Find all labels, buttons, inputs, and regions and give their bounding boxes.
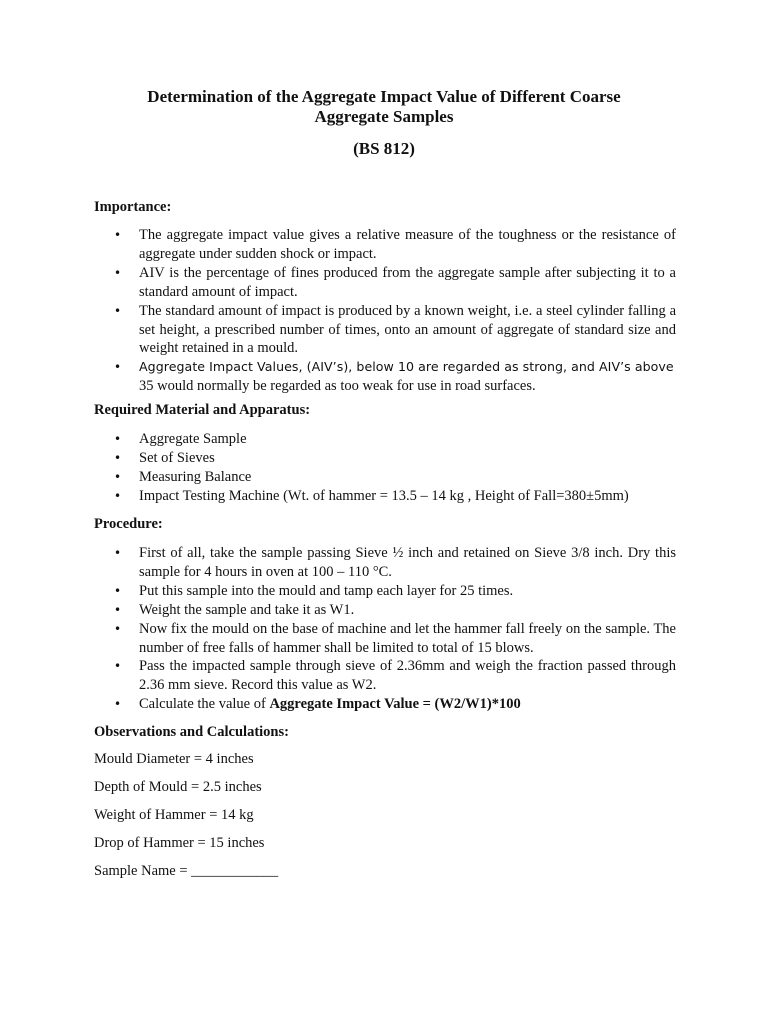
calc-prefix: Calculate the value of (139, 696, 270, 713)
list-item: • Impact Testing Machine (Wt. of hammer = 13.5 – 14 kg , Height of Fall=380±5mm) (94, 487, 676, 506)
document-title (93, 87, 675, 127)
list-item: • AIV is the percentage of fines produced from the aggregate sample after subjecting it to a standard amount of impact. (94, 264, 676, 302)
list-item (94, 358, 676, 396)
list-item: • Weight the sample and take it as W1. (94, 601, 676, 620)
list-item: • Set of Sieves (94, 449, 676, 468)
procedure-list (94, 544, 676, 714)
list-item: • Measuring Balance (94, 468, 676, 487)
list-item: • First of all, take the sample passing Sieve ½ inch and retained on Sieve 3/8 inch. Dry this sample for 4 hours in oven at 100 – 110 °C. (94, 544, 676, 582)
apparatus-list (94, 430, 676, 506)
mould-diameter: Mould Diameter = 4 inches (94, 751, 254, 767)
apparatus-heading: Required Material and Apparatus: (94, 402, 311, 418)
calc-formula: Aggregate Impact Value = (W2/W1)*100 (269, 696, 521, 713)
importance-item-4-start: Aggregate Impact Values, (AIV’s), below 10 are regarded as strong, and AIV’s above (139, 359, 674, 375)
standard-reference: (BS 812) (353, 139, 415, 158)
importance-item-4-end: 35 would normally be regarded as too weak for use in road surfaces. (139, 378, 536, 395)
list-item (94, 695, 676, 714)
list-item: • The standard amount of impact is produced by a known weight, i.e. a steel cylinder falling a set height, a prescribed number of times, onto an amount of aggregate of standard size and weight retained in a mould. (94, 302, 676, 359)
title-line-1: Determination of the Aggregate Impact Value of Different Coarse (147, 87, 621, 106)
list-item: • Pass the impacted sample through sieve of 2.36mm and weigh the fraction passed through 2.36 mm sieve. Record this value as W2. (94, 657, 676, 695)
importance-heading: Importance: (94, 199, 172, 215)
title-line-2: Aggregate Samples (314, 107, 454, 126)
observations-heading: Observations and Calculations: (94, 724, 289, 740)
list-item: • Aggregate Sample (94, 430, 676, 449)
list-item: • The aggregate impact value gives a relative measure of the toughness or the resistance of aggregate under sudden shock or impact. (94, 226, 676, 264)
hammer-weight: Weight of Hammer = 14 kg (94, 807, 254, 823)
list-item: • Put this sample into the mould and tamp each layer for 25 times. (94, 582, 676, 601)
list-item: • Now fix the mould on the base of machine and let the hammer fall freely on the sample. The number of free falls of hammer shall be limited to total of 15 blows. (94, 620, 676, 658)
procedure-heading: Procedure: (94, 516, 163, 532)
hammer-drop: Drop of Hammer = 15 inches (94, 835, 265, 851)
sample-name-field: Sample Name = ____________ (94, 863, 279, 879)
importance-list (94, 226, 676, 396)
mould-depth: Depth of Mould = 2.5 inches (94, 779, 262, 795)
